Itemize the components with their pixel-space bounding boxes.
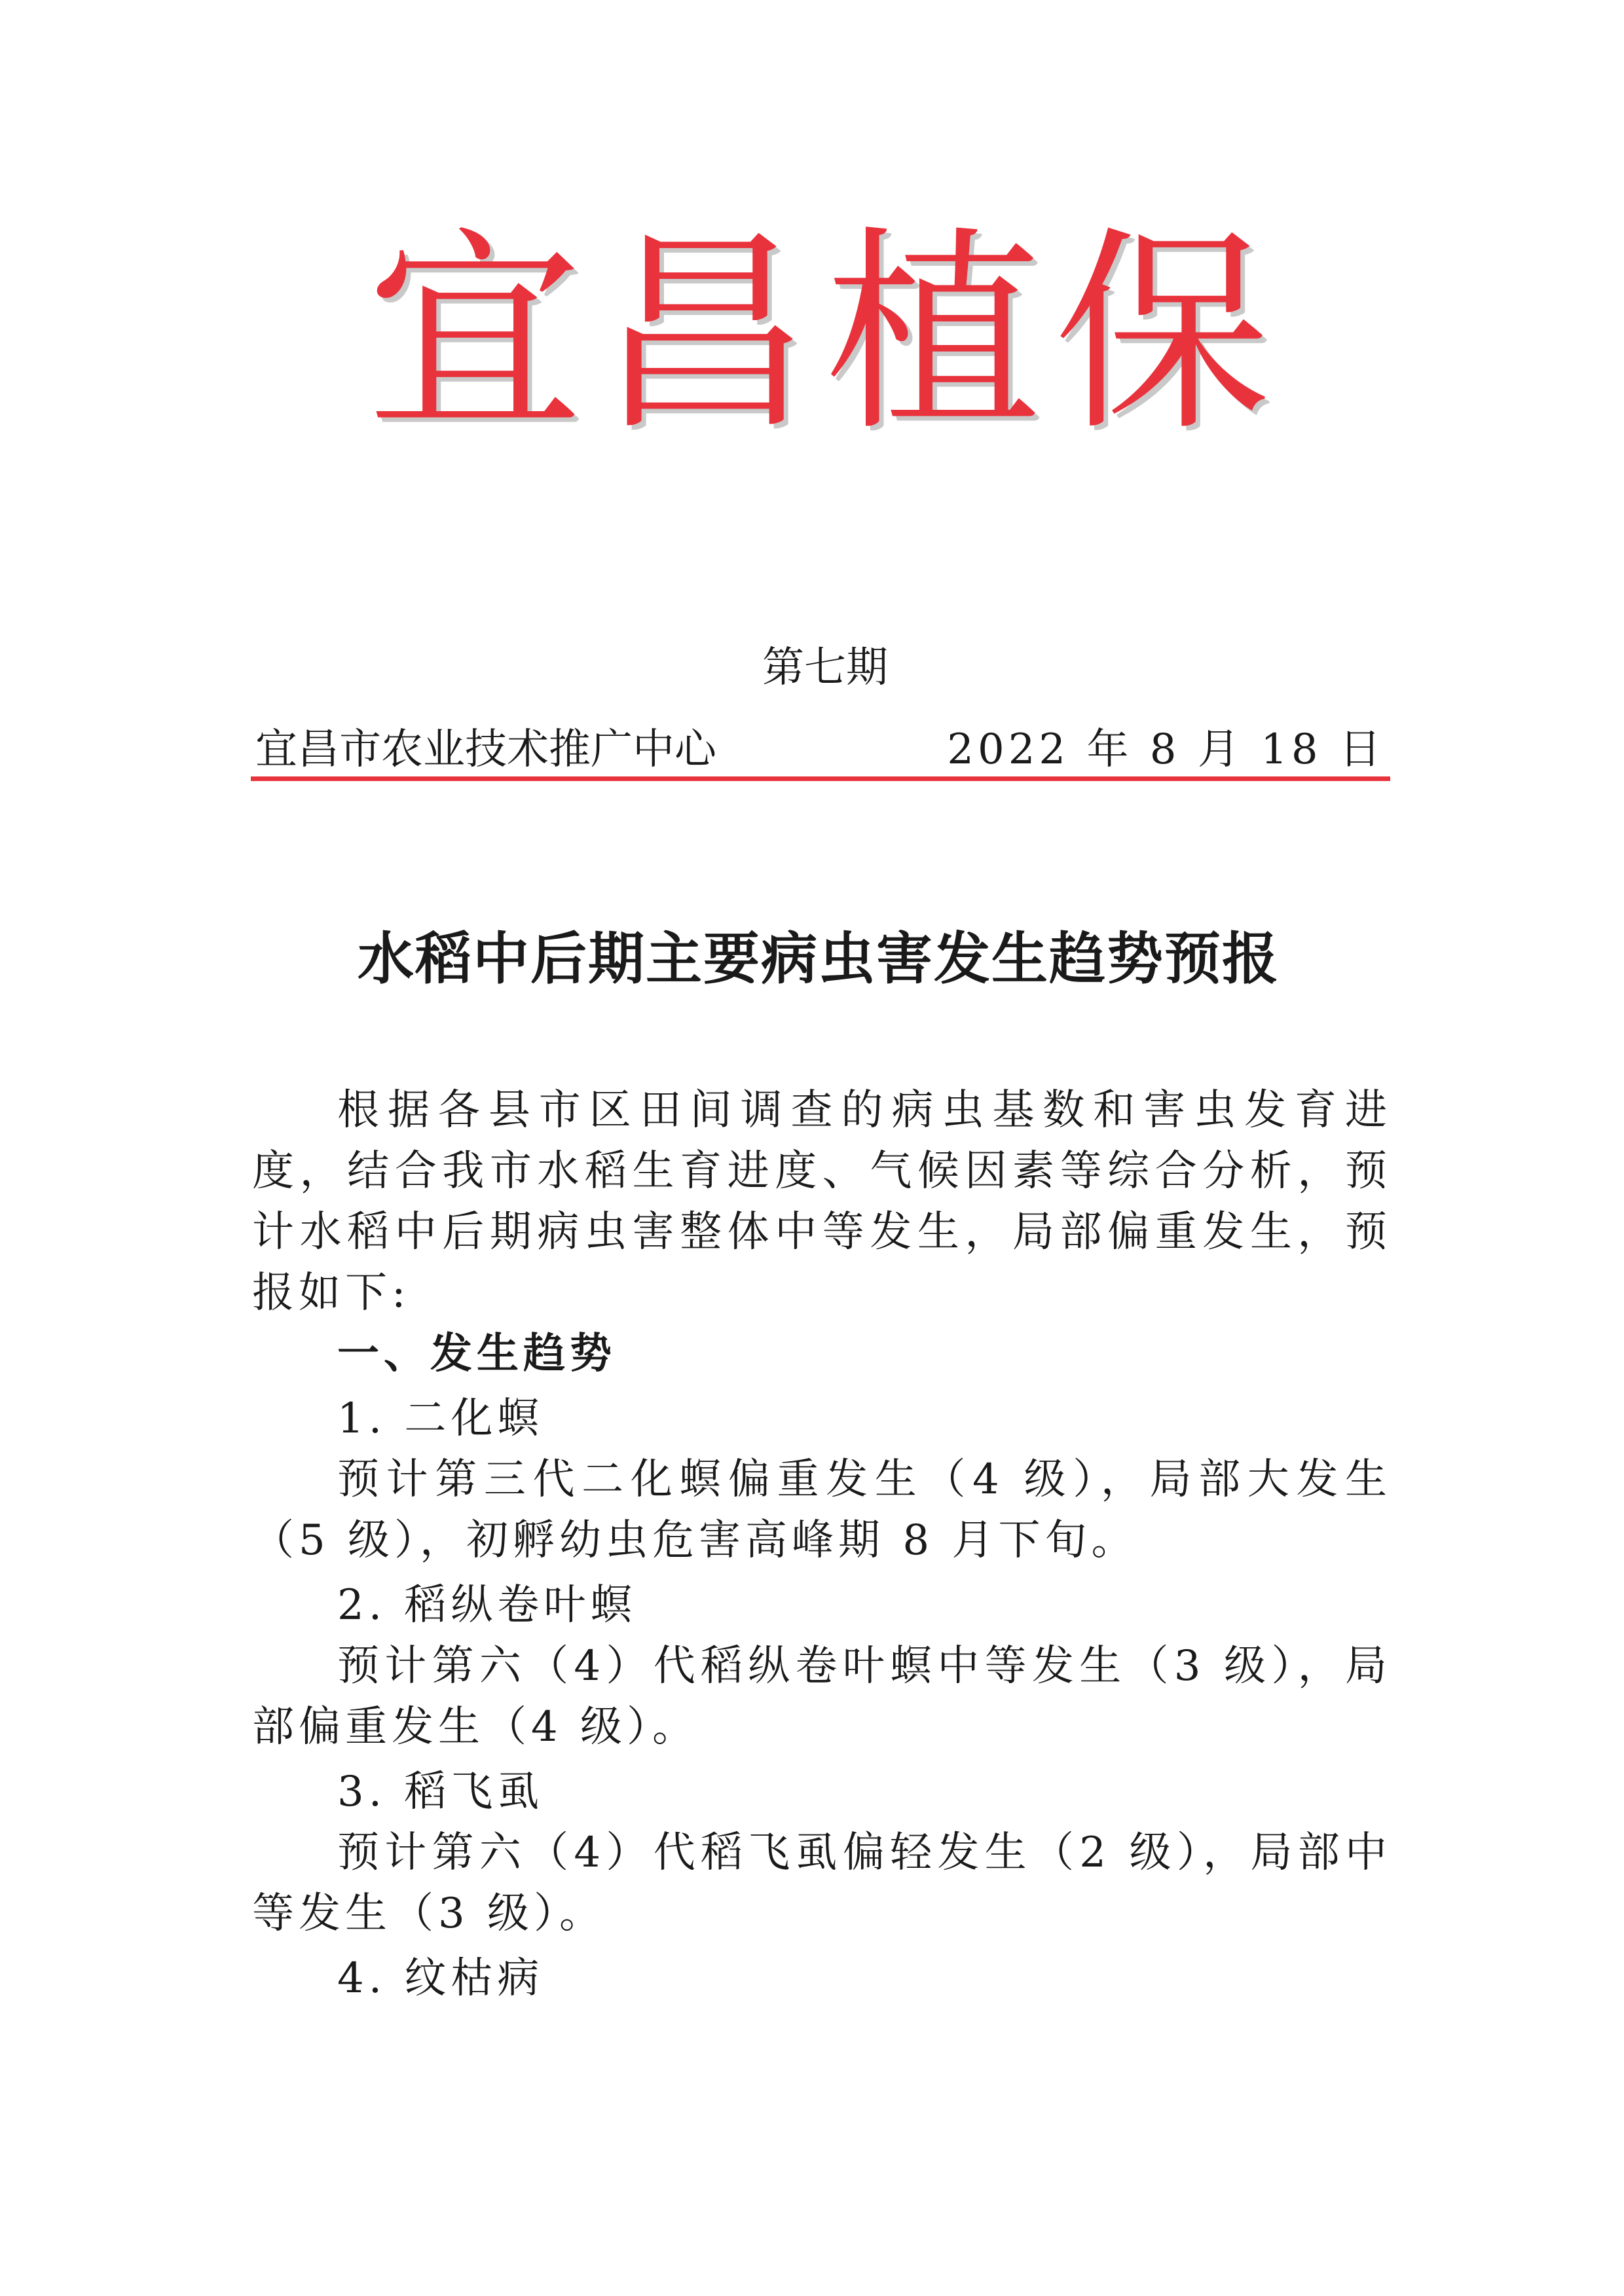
item-text: 预计第六（4）代稻纵卷叶螟中等发生（3 级），局部偏重发生（4 级）。 (252, 1642, 1392, 1751)
header-row (255, 720, 1385, 779)
item-text: 预计第三代二化螟偏重发生（4 级），局部大发生（5 级），初孵幼虫危害高峰期 8 月下旬。 (252, 1455, 1392, 1565)
document-title: 水稻中后期主要病虫害发生趋势预报 (358, 926, 1280, 992)
intro-paragraph: 根据各县市区田间调查的病虫基数和害虫发育进度，结合我市水稻生育进度、气候因素等综合分析，预计水稻中后期病虫害整体中等发生，局部偏重发生，预报如下: (252, 1086, 1392, 1317)
issue-date: 2022 年 8 月 18 日 (947, 725, 1385, 774)
item-text: 预计第六（4）代稻飞虱偏轻发生（2 级），局部中等发生（3 级）。 (252, 1829, 1392, 1938)
item-title: 1. 二化螟 (337, 1394, 544, 1443)
item-title: 4. 纹枯病 (337, 1954, 544, 2003)
document-body (252, 1080, 1392, 2009)
item-title: 3. 稻飞虱 (337, 1768, 544, 1816)
masthead-title: 宜昌植保 (367, 208, 1283, 460)
section-heading: 一、发生趋势 (337, 1330, 616, 1378)
red-divider (251, 776, 1390, 781)
issue-number: 第七期 (762, 644, 888, 692)
item-title: 2. 稻纵卷叶螟 (337, 1581, 637, 1630)
organization-name: 宜昌市农业技术推广中心 (255, 725, 716, 774)
